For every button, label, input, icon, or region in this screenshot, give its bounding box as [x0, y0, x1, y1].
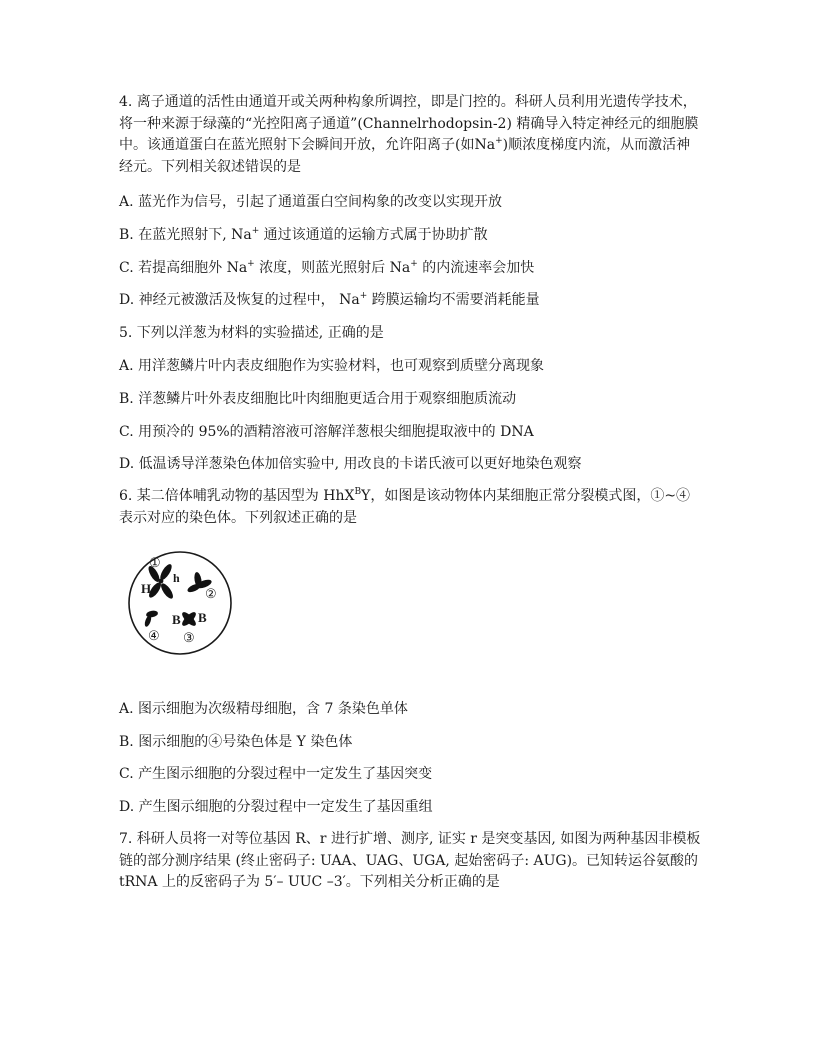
question-6-stem: 6. 某二倍体哺乳动物的基因型为 HhX$^B$Y，如图是该动物体内某细胞正常分裂模式图，①~④表示对应的染色体。下列叙述正确的是: [119, 487, 691, 526]
question-4-option-a: A. 蓝光作为信号，引起了通道蛋白空间构象的改变以实现开放: [119, 194, 503, 210]
question-5-option-a: A. 用洋葱鳞片叶内表皮细胞作为实验材料，也可观察到质壁分离现象: [119, 358, 545, 374]
cell-membrane: [129, 552, 231, 654]
question-6-option-b: B. 图示细胞的④号染色体是 Y 染色体: [119, 734, 353, 750]
question-5-option-b: B. 洋葱鳞片叶外表皮细胞比叶肉细胞更适合用于观察细胞质流动: [119, 391, 517, 407]
chromosome-3: [180, 610, 198, 628]
gene-label-B-left: B: [172, 612, 181, 627]
question-4-option-c: C. 若提高细胞外 Na+ 浓度，则蓝光照射后 Na+ 的内流速率会加快: [119, 259, 535, 276]
question-5-stem: 5. 下列以洋葱为材料的实验描述, 正确的是: [119, 325, 384, 341]
cell-division-figure: [124, 550, 236, 656]
gene-label-H: H: [141, 581, 152, 596]
chromosome-label-2: ②: [205, 586, 217, 601]
chromosome-label-3: ③: [183, 630, 195, 645]
question-7-stem: 7. 科研人员将一对等位基因 R、r 进行扩增、测序, 证实 r 是突变基因, 如图为两种基因非模板链的部分测序结果 (终止密码子: UAA、UAG、UGA, 起始密码子: AUG)。已知转运谷氨酸的 tRNA 上的反密码子为 5′– UUC –3′。下列相关分析正确的是: [119, 831, 701, 890]
chromosome-label-4: ④: [148, 628, 160, 643]
question-6-option-c: C. 产生图示细胞的分裂过程中一定发生了基因突变: [119, 766, 433, 782]
chromosome-label-1: ①: [149, 555, 161, 570]
cell-diagram: [124, 550, 236, 656]
question-4-option-d: D. 神经元被激活及恢复的过程中， Na+ 跨膜运输均不需要消耗能量: [119, 291, 540, 308]
gene-label-h: h: [173, 571, 180, 585]
question-6-option-a: A. 图示细胞为次级精母细胞，含 7 条染色单体: [119, 701, 408, 717]
question-4-stem: 4. 离子通道的活性由通道开或关两种构象所调控，即是门控的。科研人员利用光遗传学技术，将一种来源于绿藻的“光控阳离子通道”(Channelrhodopsin-2) 精确导入特定神经元的细胞膜中。该通道蛋白在蓝光照射下会瞬间开放，允许阳离子(如Na+)顺浓度梯度内流，从而激活神经元。下列相关叙述错误的是: [119, 94, 699, 175]
question-4-option-b: B. 在蓝光照射下, Na+ 通过该通道的运输方式属于协助扩散: [119, 226, 488, 243]
question-5-option-c: C. 用预冷的 95%的酒精溶液可溶解洋葱根尖细胞提取液中的 DNA: [119, 424, 534, 440]
chromosome-4: [144, 610, 159, 628]
question-5-option-d: D. 低温诱导洋葱染色体加倍实验中, 用改良的卡诺氏液可以更好地染色观察: [119, 456, 582, 472]
question-6-option-d: D. 产生图示细胞的分裂过程中一定发生了基因重组: [119, 799, 433, 815]
gene-label-B-right: B: [198, 610, 207, 625]
